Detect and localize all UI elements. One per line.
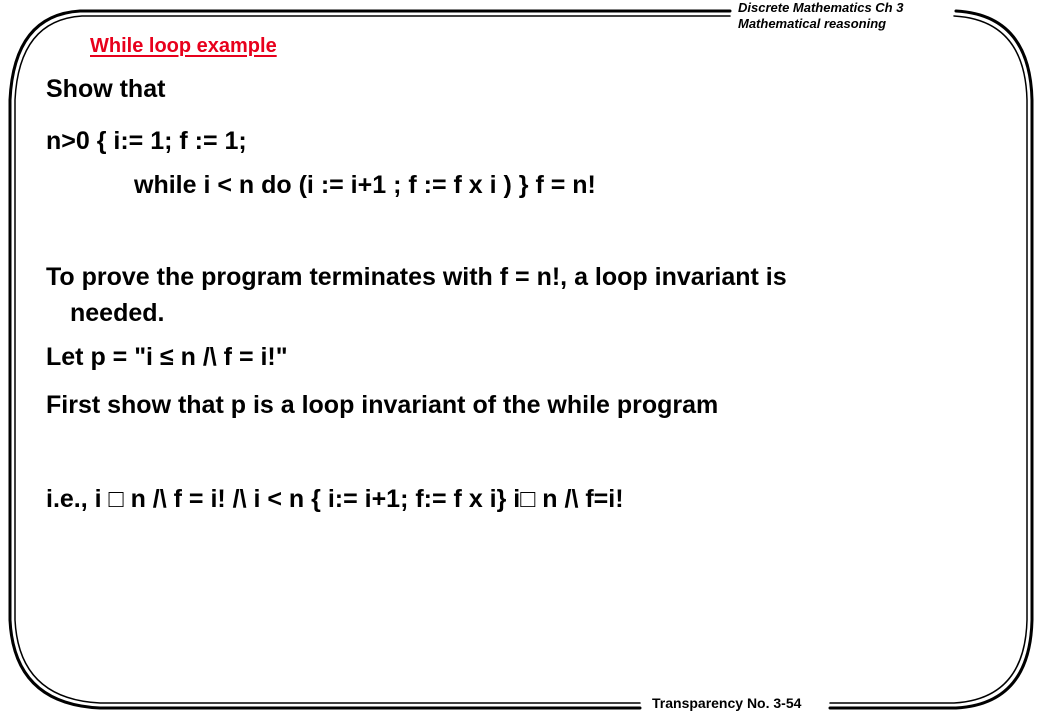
body-line-let-p: Let p = "i ≤ n /\ f = i!": [46, 343, 288, 371]
body-line-needed: needed.: [70, 299, 165, 327]
body-line-first-show: First show that p is a loop invariant of the while program: [46, 391, 719, 419]
body-line-ie: i.e., i □ n /\ f = i! /\ i < n { i:= i+1; f:= f x i} i□ n /\ f=i!: [46, 485, 624, 513]
transparency-number: Transparency No. 3-54: [652, 695, 802, 711]
header-note: [738, 0, 903, 32]
body-line-prove-terminates: To prove the program terminates with f = n!, a loop invariant is: [46, 263, 787, 291]
slide-title: While loop example: [90, 35, 277, 57]
header-topic: Mathematical reasoning: [738, 16, 887, 31]
body-line-while-loop: while i < n do (i := i+1 ; f := f x i ) } f = n!: [134, 171, 596, 199]
header-course: Discrete Mathematics Ch 3: [738, 0, 904, 15]
body-line-show-that: Show that: [46, 75, 166, 103]
body-line-program-init: n>0 { i:= 1; f := 1;: [46, 127, 247, 155]
